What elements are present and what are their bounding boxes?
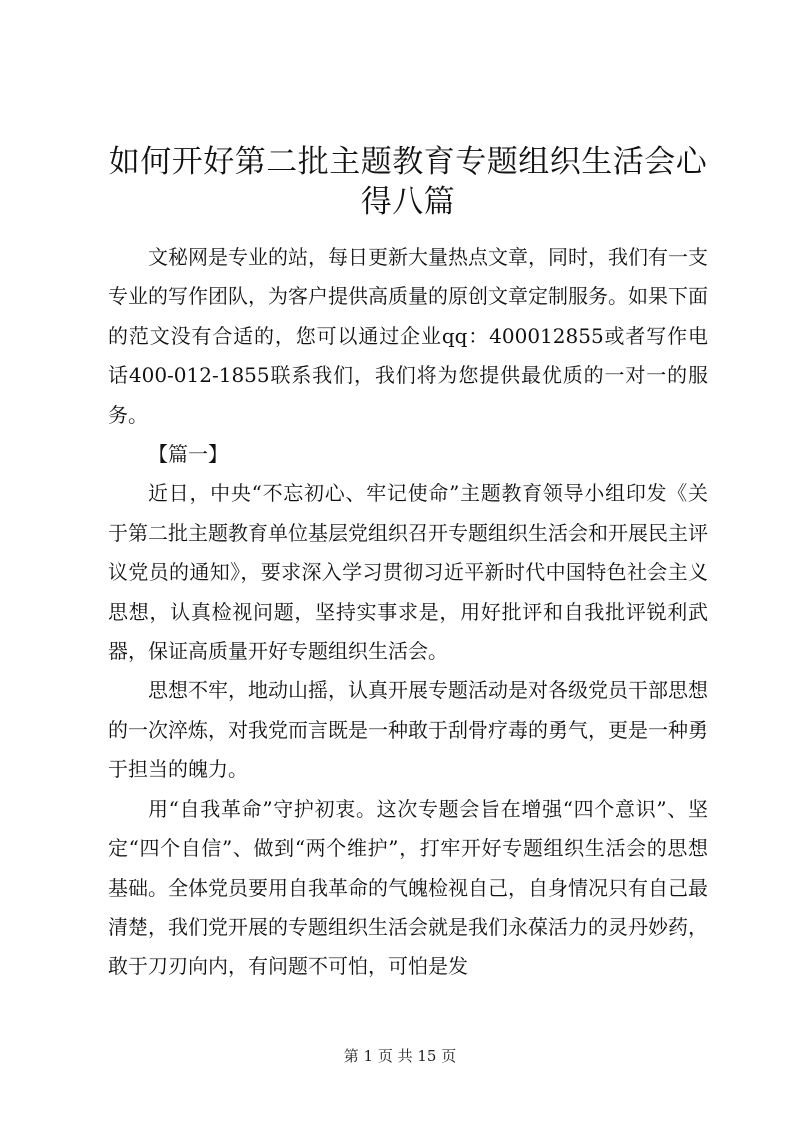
page-footer: 第 1 页 共 15 页 bbox=[343, 1047, 457, 1065]
intro-paragraph: 文秘网是专业的站，每日更新大量热点文章，同时，我们有一支专业的写作团队，为客户提供高质量的原创文章定制服务。如果下面的范文没有合适的，您可以通过企业qq：400012855或者写作电话400-012-1855联系我们，我们将为您提供最优质的一对一的服务。 bbox=[108, 245, 708, 427]
body-paragraph-2: 思想不牢，地动山摇，认真开展专题活动是对各级党员干部思想的一次淬炼，对我党而言既是一种敢于刮骨疗毒的勇气，更是一种勇于担当的魄力。 bbox=[108, 678, 708, 782]
document-title: 如何开好第二批主题教育专题组织生活会心得八篇 bbox=[108, 144, 708, 220]
document-page bbox=[108, 0, 708, 1131]
section-heading: 【篇一】 bbox=[148, 442, 228, 467]
body-paragraph-1: 近日，中央“不忘初心、牢记使命”主题教育领导小组印发《关于第二批主题教育单位基层党组织召开专题组织生活会和开展民主评议党员的通知》，要求深入学习贯彻习近平新时代中国特色社会主义思想，认真检视问题，坚持实事求是，用好批评和自我批评锐利武器，保证高质量开好专题组织生活会。 bbox=[108, 481, 708, 664]
document-body bbox=[108, 238, 708, 987]
body-paragraph-3: 用“自我革命”守护初衷。这次专题会旨在增强“四个意识”、坚定“四个自信”、做到“两个维护”，打牢开好专题组织生活会的思想基础。全体党员要用自我革命的气魄检视自己，自身情况只有自己最清楚，我们党开展的专题组织生活会就是我们永葆活力的灵丹妙药，敢于刀刃向内，有问题不可怕，可怕是发 bbox=[108, 796, 708, 979]
